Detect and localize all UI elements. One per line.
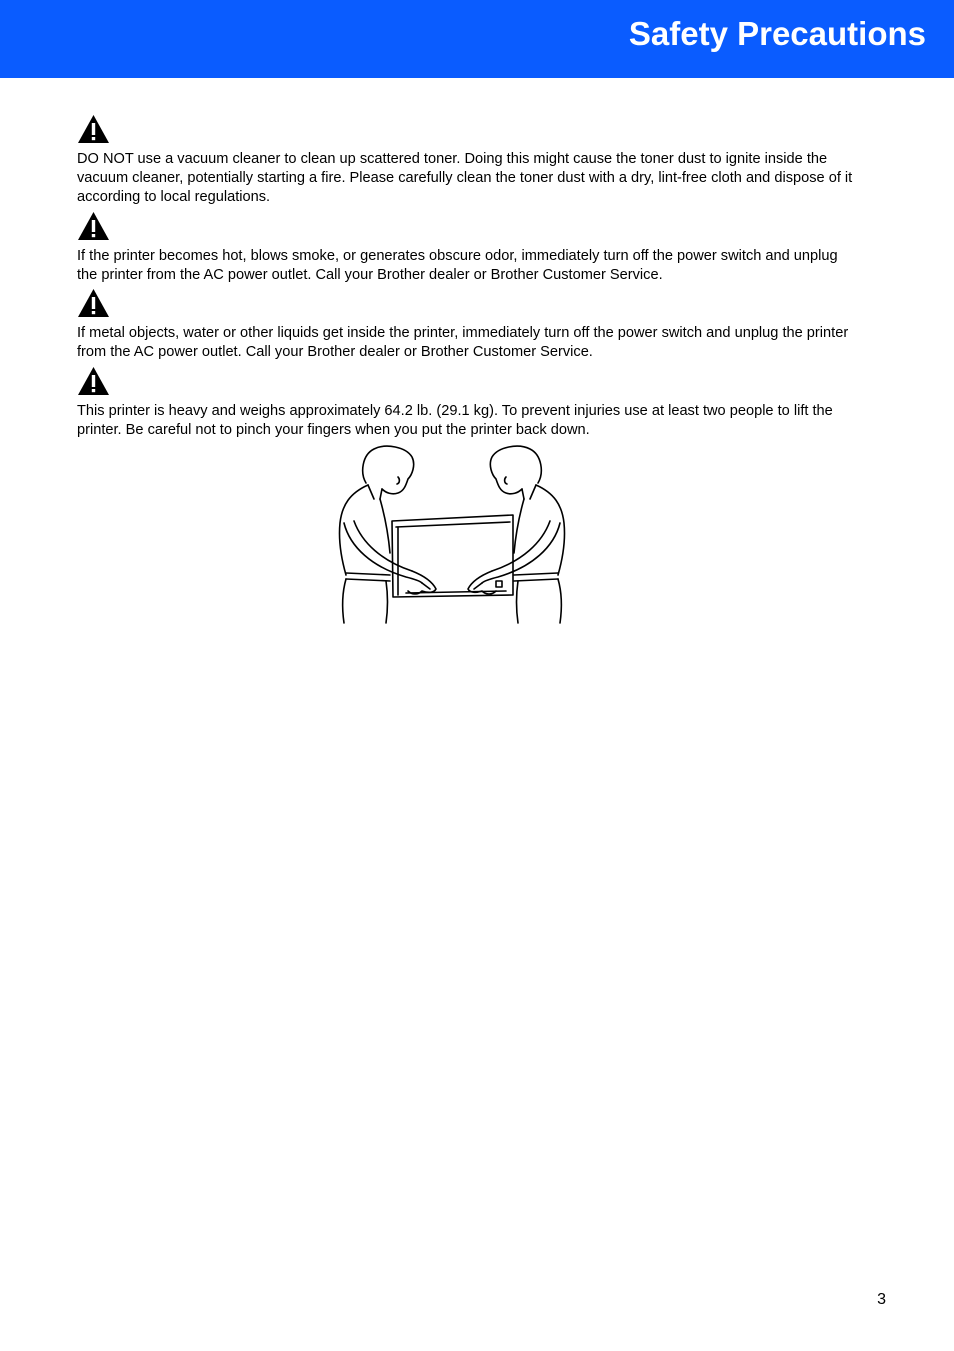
warning-triangle-icon [77,211,110,241]
warning-triangle-icon [77,366,110,396]
warning-triangle-icon [77,288,110,318]
warning-block-overheat [77,211,857,285]
printer-drawing [392,515,513,597]
warning-text: If metal objects, water or other liquids get inside the printer, immediately turn off the power switch and unplug the printer from the AC power outlet. Call your Brother dealer or Brother Customer Service. [77,325,849,361]
warning-block-heavy [77,366,857,440]
warning-text: If the printer becomes hot, blows smoke, or generates obscure odor, immediately turn off the power switch and unplug the printer from the AC power outlet. Call your Brother dealer or Brother Customer Service. [77,248,838,284]
two-people-lifting-printer-illustration [336,443,568,625]
page-number: 3 [877,1291,886,1308]
warning-block-liquids [77,288,857,362]
warning-text: DO NOT use a vacuum cleaner to clean up scattered toner. Doing this might cause the toner dust to ignite inside the vacuum cleaner, potentially starting a fire. Please carefully clean the toner dust with a dry, lint-free cloth and dispose of it according to local regulations. [77,151,853,206]
header-bar [0,0,954,78]
warning-text: This printer is heavy and weighs approximately 64.2 lb. (29.1 kg). To prevent injuries use at least two people to lift the printer. Be careful not to pinch your fingers when you put the printer back down. [77,403,833,439]
warning-triangle-icon [77,114,110,144]
warning-block-vacuum [77,114,857,208]
page-title: Safety Precautions [628,15,926,52]
